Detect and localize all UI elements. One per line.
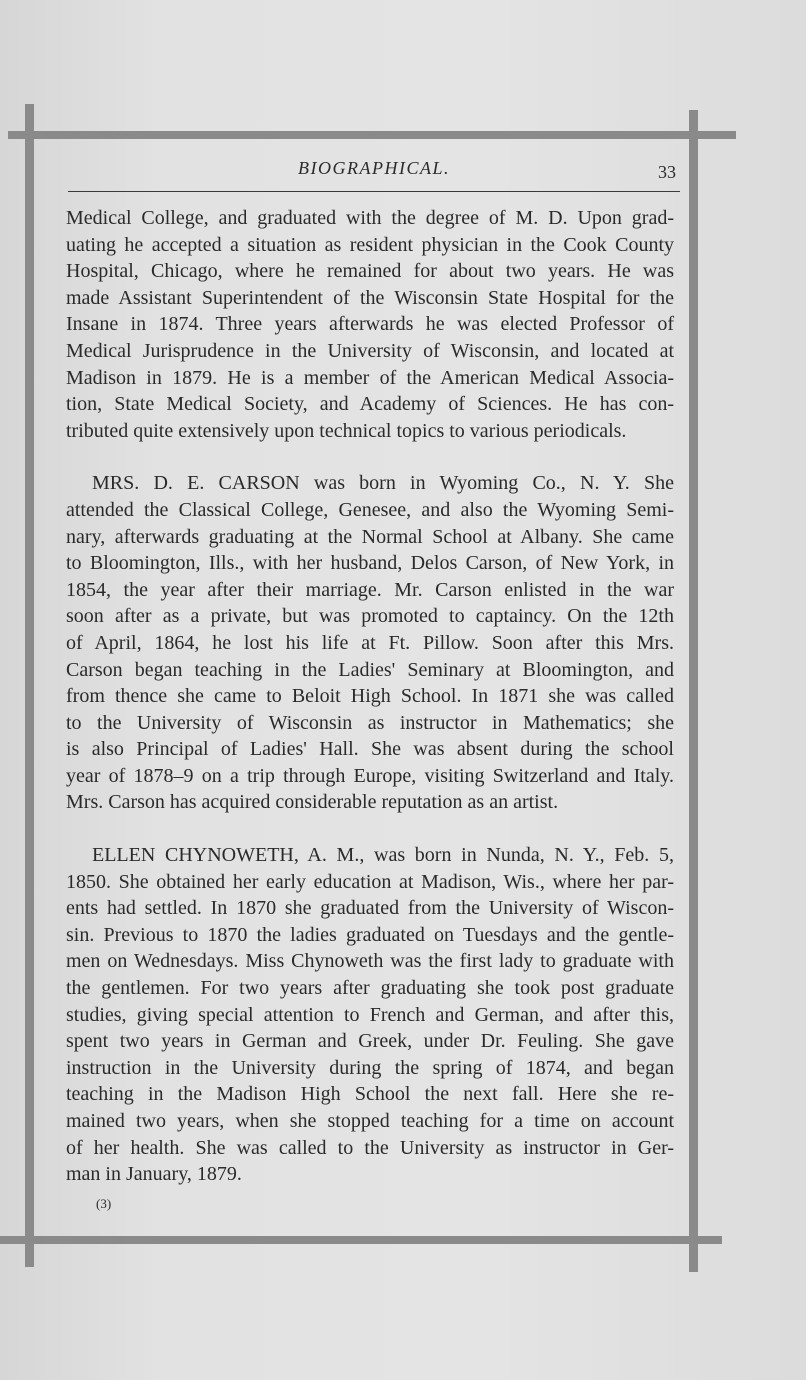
text-line: men on Wednesdays. Miss Chynoweth was the first lady to graduate with xyxy=(66,950,674,973)
text-line: mained two years, when she stopped teaching for a time on account xyxy=(66,1110,674,1132)
text-line: Mrs. Carson has acquired considerable reputation as an artist. xyxy=(66,791,559,814)
signature-mark: (3) xyxy=(96,1196,112,1211)
text-line: Madison in 1879. He is a member of the American Medical Associa- xyxy=(66,366,674,389)
text-line: ents had settled. In 1870 she graduated from the University of Wiscon- xyxy=(66,897,674,920)
text-line: teaching in the Madison High School the next fall. Here she re- xyxy=(66,1083,674,1106)
text-line: tributed quite extensively upon technical topics to various periodicals. xyxy=(66,419,627,442)
page-header xyxy=(68,156,680,186)
text-line: soon after as a private, but was promoted to captaincy. On the 12th xyxy=(66,605,674,628)
text-line: of April, 1864, he lost his life at Ft. Pillow. Soon after this Mrs. xyxy=(66,631,674,654)
border-rule-right xyxy=(689,110,698,1272)
text-line: to the University of Wisconsin as instructor in Mathematics; she xyxy=(66,711,674,734)
paragraph-2 xyxy=(66,470,674,816)
paragraph-gap xyxy=(66,816,674,842)
text-line: man in January, 1879. xyxy=(66,1163,242,1186)
text-line: MRS. D. E. CARSON was born in Wyoming Co., N. Y. She xyxy=(92,472,674,495)
text-line: is also Principal of Ladies' Hall. She was absent during the school xyxy=(66,738,674,761)
text-line: from thence she came to Beloit High School. In 1871 she was called xyxy=(66,685,674,708)
header-rule xyxy=(68,191,680,192)
text-line: Medical College, and graduated with the degree of M. D. Upon grad- xyxy=(66,207,674,229)
text-line: spent two years in German and Greek, under Dr. Feuling. She gave xyxy=(66,1030,674,1053)
text-line: uating he accepted a situation as resident physician in the Cook County xyxy=(66,233,674,256)
running-head: BIOGRAPHICAL. xyxy=(298,158,450,178)
text-line: studies, giving special attention to French and German, and after this, xyxy=(66,1003,674,1026)
text-line: 1854, the year after their marriage. Mr. Carson enlisted in the war xyxy=(66,578,674,601)
text-line: tion, State Medical Society, and Academy of Sciences. He has con- xyxy=(66,393,674,416)
text-line: Hospital, Chicago, where he remained for about two years. He was xyxy=(66,260,674,283)
body-text xyxy=(66,205,674,1188)
text-line: 1850. She obtained her early education at Madison, Wis., where her par- xyxy=(66,870,674,893)
text-line: nary, afterwards graduating at the Normal School at Albany. She came xyxy=(66,525,674,548)
text-line: ELLEN CHYNOWETH, A. M., was born in Nunda, N. Y., Feb. 5, xyxy=(92,844,674,867)
paragraph-1 xyxy=(66,205,674,444)
text-line: Insane in 1874. Three years afterwards he was elected Professor of xyxy=(66,313,674,336)
text-line: made Assistant Superintendent of the Wisconsin State Hospital for the xyxy=(66,286,674,309)
paragraph-gap xyxy=(66,444,674,470)
text-line: sin. Previous to 1870 the ladies graduated on Tuesdays and the gentle- xyxy=(66,923,674,946)
text-line: of her health. She was called to the University as instructor in Ger- xyxy=(66,1136,674,1159)
border-rule-bottom xyxy=(0,1236,722,1244)
text-line: year of 1878–9 on a trip through Europe, visiting Switzerland and Italy. xyxy=(66,764,674,787)
text-line: instruction in the University during the spring of 1874, and began xyxy=(66,1056,674,1079)
border-rule-top xyxy=(8,131,736,139)
text-line: attended the Classical College, Genesee, and also the Wyoming Semi- xyxy=(66,498,674,521)
text-line: the gentlemen. For two years after graduating she took post graduate xyxy=(66,977,674,1000)
border-rule-left xyxy=(25,104,34,1267)
paragraph-3 xyxy=(66,842,674,1188)
text-line: Medical Jurisprudence in the University of Wisconsin, and located at xyxy=(66,339,674,362)
text-line: Carson began teaching in the Ladies' Seminary at Bloomington, and xyxy=(66,658,674,681)
page-number: 33 xyxy=(658,162,676,182)
text-line: to Bloomington, Ills., with her husband, Delos Carson, of New York, in xyxy=(66,552,674,575)
